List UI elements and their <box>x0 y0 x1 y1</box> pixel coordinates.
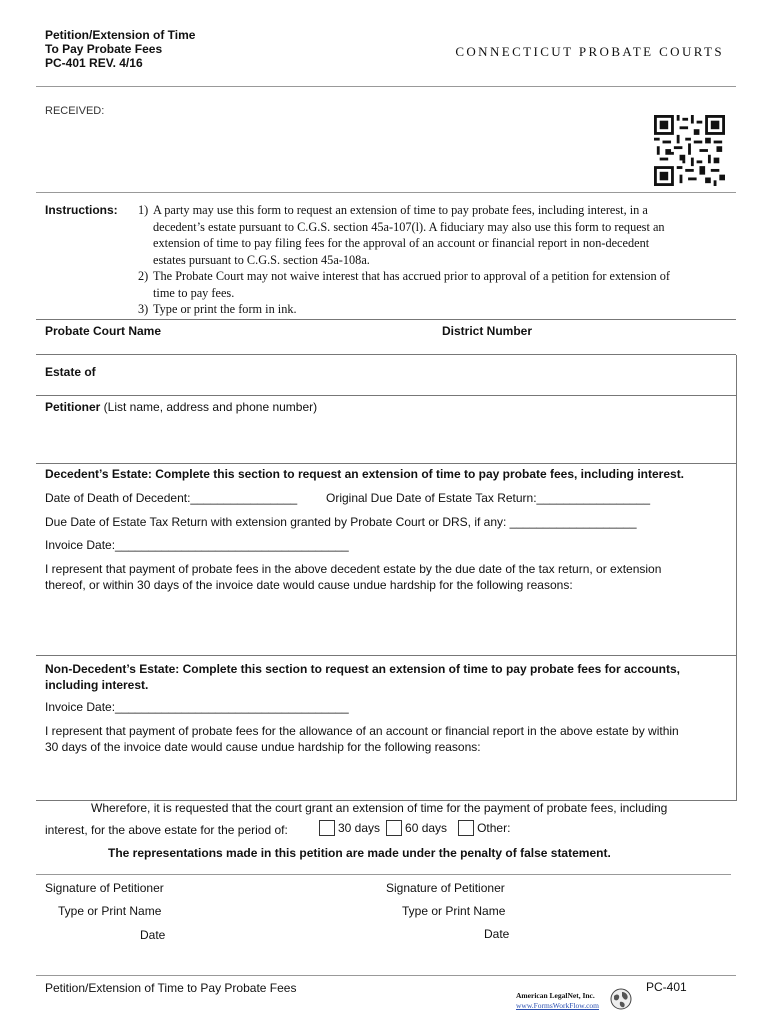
non-decedent-represent-line: I represent that payment of probate fees for the allowance of an account or financial report in the above estate by within <box>45 724 679 738</box>
instructions-label: Instructions: <box>45 203 118 217</box>
form-title-line2: To Pay Probate Fees <box>45 42 163 56</box>
estate-divider <box>36 395 736 396</box>
instruction-line: The Probate Court may not waive interest that has accrued prior to approval of a petition for extension of <box>153 269 670 283</box>
checkbox-30-days[interactable] <box>319 820 335 836</box>
other-period-field[interactable] <box>524 821 734 837</box>
header-divider <box>36 86 736 87</box>
decedent-represent-line: I represent that payment of probate fees in the above decedent estate by the due date of the tax return, or extension <box>45 562 662 576</box>
district-number-field[interactable] <box>540 319 735 353</box>
court-name-field[interactable] <box>157 319 437 353</box>
instruction-number: 3) <box>138 302 149 316</box>
checkbox-60-days[interactable] <box>386 820 402 836</box>
qr-code-icon <box>654 115 725 186</box>
form-title-line1: Petition/Extension of Time <box>45 28 196 42</box>
instruction-line: decedent’s estate pursuant to C.G.S. section 45a-107(l). A fiduciary may also use this form to request an <box>153 219 665 234</box>
footer-divider <box>36 975 736 976</box>
signature-right-field[interactable] <box>515 879 730 897</box>
petitioner-field[interactable] <box>45 418 730 460</box>
original-due-date-field[interactable]: Original Due Date of Estate Tax Return:_________________ <box>326 491 651 505</box>
decedent-represent-text <box>45 561 661 593</box>
globe-icon <box>610 987 632 1011</box>
petitioner-box-right <box>736 395 737 464</box>
received-label: RECEIVED: <box>45 105 105 117</box>
instruction-item <box>138 268 738 301</box>
estate-box-right <box>736 355 737 395</box>
form-code: PC-401 REV. 4/16 <box>45 56 143 70</box>
instructions-list <box>138 202 738 318</box>
decedent-box-right <box>736 463 737 656</box>
non-decedent-reasons-field[interactable] <box>45 757 730 797</box>
checkbox-other[interactable] <box>458 820 474 836</box>
date-left-label: Date <box>140 928 166 942</box>
form-title <box>45 28 195 70</box>
wherefore-line2: interest, for the above estate for the period of: <box>45 823 288 837</box>
option-60-days-label: 60 days <box>405 821 448 835</box>
legalnet-logo <box>516 987 634 1013</box>
non-decedent-represent-text <box>45 723 679 755</box>
non-decedent-represent-line: 30 days of the invoice date would cause undue hardship for the following reasons: <box>45 740 481 754</box>
decedent-reasons-field[interactable] <box>45 596 730 651</box>
option-other-label: Other: <box>477 821 511 835</box>
non-decedent-box-right <box>736 655 737 801</box>
signature-right-label: Signature of Petitioner <box>386 881 505 895</box>
footer-form-code: PC-401 <box>646 980 687 994</box>
signature-left-label: Signature of Petitioner <box>45 881 164 895</box>
instruction-number: 2) <box>138 269 149 283</box>
non-decedent-heading-line: Non-Decedent’s Estate: Complete this section to request an extension of time to pay probate fees for accounts, <box>45 662 681 676</box>
court-heading: CONNECTICUT PROBATE COURTS <box>455 44 724 59</box>
estate-of-label: Estate of <box>45 365 96 379</box>
signature-divider <box>36 874 731 875</box>
wherefore-line1: Wherefore, it is requested that the court grant an extension of time for the payment of probate fees, including <box>91 801 668 815</box>
option-30-days-label: 30 days <box>338 821 381 835</box>
date-left-field[interactable] <box>170 926 365 944</box>
instruction-line: time to pay fees. <box>153 285 235 300</box>
petitioner-label-note: (List name, address and phone number) <box>100 400 318 414</box>
instruction-line: A party may use this form to request an extension of time to pay probate fees, including interest, in a <box>153 203 648 217</box>
instruction-item <box>138 202 738 268</box>
print-name-right-label: Type or Print Name <box>402 904 506 918</box>
non-decedent-invoice-date-field[interactable]: Invoice Date:___________________________________ <box>45 700 349 714</box>
instruction-line: estates pursuant to C.G.S. section 45a-108a. <box>153 252 370 267</box>
period-options <box>319 820 510 836</box>
footer-title: Petition/Extension of Time to Pay Probate Fees <box>45 981 297 995</box>
extended-due-date-field[interactable]: Due Date of Estate Tax Return with extension granted by Probate Court or DRS, if any: ___________________ <box>45 515 637 529</box>
logo-url: www.FormsWorkFlow.com <box>516 1001 600 1010</box>
instruction-line: extension of time to pay filing fees for the approval of an account or financial report in non-decedent <box>153 236 650 250</box>
petitioner-divider <box>36 463 736 464</box>
non-decedent-heading-line: including interest. <box>45 678 149 692</box>
decedent-represent-line: thereof, or within 30 days of the invoice date would cause undue hardship for the following reasons: <box>45 578 573 592</box>
print-name-left-field[interactable] <box>172 902 365 920</box>
instruction-line: Type or print the form in ink. <box>153 302 297 316</box>
penalty-statement: The representations made in this petition are made under the penalty of false statement. <box>108 846 611 860</box>
instruction-item <box>138 301 738 318</box>
date-right-label: Date <box>484 927 510 941</box>
petitioner-label-bold: Petitioner <box>45 400 101 414</box>
petitioner-label <box>45 400 317 414</box>
court-divider <box>36 354 736 355</box>
estate-of-field[interactable] <box>100 358 730 394</box>
print-name-right-field[interactable] <box>515 902 730 920</box>
logo-company: American LegalNet, Inc. <box>516 991 595 1000</box>
instruction-number: 1) <box>138 203 149 217</box>
received-divider <box>36 192 736 193</box>
death-date-field[interactable]: Date of Death of Decedent:________________ <box>45 491 298 505</box>
district-number-label: District Number <box>442 324 533 338</box>
signature-left-field[interactable] <box>175 879 365 897</box>
decedent-divider <box>36 655 736 656</box>
print-name-left-label: Type or Print Name <box>58 904 162 918</box>
non-decedent-heading <box>45 661 680 693</box>
decedent-invoice-date-field[interactable]: Invoice Date:___________________________________ <box>45 538 349 552</box>
date-right-field[interactable] <box>515 925 730 943</box>
decedent-heading: Decedent’s Estate: Complete this section to request an extension of time to pay probate fees, including interest. <box>45 467 685 481</box>
court-name-label: Probate Court Name <box>45 324 162 338</box>
